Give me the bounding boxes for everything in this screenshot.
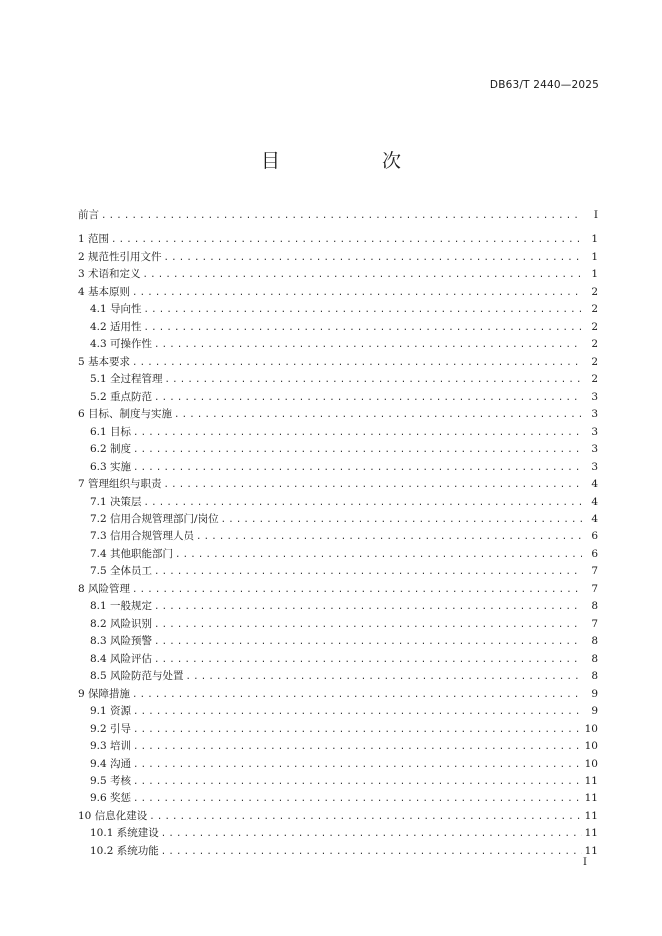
toc-entry-page: 11 xyxy=(584,827,598,840)
toc-entry-page: 2 xyxy=(591,338,598,351)
toc-entry-label: 6.2 制度 xyxy=(90,443,132,456)
toc-entry-page: 8 xyxy=(591,670,598,683)
toc-entry-label: 3 术语和定义 xyxy=(78,268,141,281)
toc-entry-label: 7.1 决策层 xyxy=(90,495,142,508)
toc-leader-dots xyxy=(154,652,582,669)
toc-entry[interactable] xyxy=(78,773,598,790)
toc-entry-label: 7.2 信用合规管理部门/岗位 xyxy=(90,512,219,525)
toc-entry[interactable] xyxy=(78,441,598,458)
toc-entry-page: 10 xyxy=(584,740,598,753)
toc-entry-page: 3 xyxy=(591,425,598,438)
toc-entry[interactable] xyxy=(78,231,598,248)
toc-leader-dots xyxy=(132,355,582,372)
toc-leader-dots xyxy=(133,704,582,721)
toc-leader-dots xyxy=(161,844,582,861)
toc-leader-dots xyxy=(149,809,582,826)
toc-leader-dots xyxy=(154,617,582,634)
toc-entry-label: 10 信息化建设 xyxy=(78,809,148,822)
toc-entry-label: 9.4 沟通 xyxy=(90,757,132,770)
toc-entry-label: 9.3 培训 xyxy=(90,740,132,753)
toc-entry-label: 5.2 重点防范 xyxy=(90,390,153,403)
toc-leader-dots xyxy=(186,669,582,686)
toc-leader-dots xyxy=(174,407,582,424)
toc-entry-page: 10 xyxy=(584,722,598,735)
toc-entry-page: 8 xyxy=(591,635,598,648)
toc-leader-dots xyxy=(154,599,582,616)
toc-entry-page: 1 xyxy=(591,268,598,281)
toc-entry-page: 2 xyxy=(591,373,598,386)
toc-entry-label: 7.4 其他职能部门 xyxy=(90,547,174,560)
toc-entry-label: 7.3 信用合规管理人员 xyxy=(90,530,195,543)
toc-entry[interactable] xyxy=(78,825,598,842)
toc-entry-label: 8.1 一般规定 xyxy=(90,600,153,613)
toc-entry-label: 4 基本原则 xyxy=(78,285,131,298)
toc-leader-dots xyxy=(165,372,582,389)
toc-entry-label: 8.2 风险识别 xyxy=(90,617,153,630)
toc-entry-label: 4.2 适用性 xyxy=(90,320,142,333)
toc-leader-dots xyxy=(154,390,582,407)
toc-entry[interactable] xyxy=(78,266,598,283)
toc-entry-page: 2 xyxy=(591,355,598,368)
toc-entry-page: 6 xyxy=(591,547,598,560)
toc-entry-page: 4 xyxy=(591,495,598,508)
toc-entry-page: 8 xyxy=(591,652,598,665)
toc-entry-label: 前言 xyxy=(78,209,99,221)
toc-entry-label: 8 风险管理 xyxy=(78,582,131,595)
toc-entry-page: I xyxy=(593,209,598,221)
toc-entry[interactable] xyxy=(78,808,598,825)
toc-entry[interactable] xyxy=(78,721,598,738)
toc-leader-dots xyxy=(143,267,582,284)
toc-entry[interactable] xyxy=(78,389,598,406)
toc-entry[interactable] xyxy=(78,581,598,598)
toc-leader-dots xyxy=(101,208,582,225)
toc-entry-page: 10 xyxy=(584,757,598,770)
toc-entry-page: 9 xyxy=(591,705,598,718)
toc-leader-dots xyxy=(154,337,582,354)
toc-entry[interactable] xyxy=(78,756,598,773)
toc-entry[interactable] xyxy=(78,371,598,388)
toc-entry[interactable] xyxy=(78,790,598,807)
toc-entry-label: 10.1 系统建设 xyxy=(90,827,159,840)
toc-leader-dots xyxy=(133,425,582,442)
toc-entry-label: 9.6 奖惩 xyxy=(90,792,132,805)
toc-entry-page: 11 xyxy=(584,775,598,787)
toc-entry[interactable] xyxy=(78,633,598,650)
document-code: DB63/T 2440—2025 xyxy=(489,79,599,91)
toc-entry[interactable] xyxy=(78,476,598,493)
page-number: I xyxy=(583,857,587,868)
toc-entry[interactable] xyxy=(78,703,598,720)
toc-entry[interactable] xyxy=(78,424,598,441)
toc-entry-label: 5.1 全过程管理 xyxy=(90,373,163,386)
toc-entry-page: 6 xyxy=(591,530,598,543)
toc-entry-label: 9.1 资源 xyxy=(90,705,132,718)
toc-entry-label: 7.5 全体员工 xyxy=(90,565,153,578)
toc-entry[interactable] xyxy=(78,528,598,545)
toc-entry[interactable] xyxy=(78,249,598,266)
toc-entry-page: 2 xyxy=(591,320,598,333)
toc-entry-page: 11 xyxy=(584,792,598,805)
toc-entry[interactable] xyxy=(78,843,598,860)
toc-leader-dots xyxy=(144,302,582,319)
toc-entry-label: 4.3 可操作性 xyxy=(90,338,153,351)
toc-leader-dots xyxy=(164,250,582,267)
toc-leader-dots xyxy=(132,687,582,704)
toc-entry[interactable] xyxy=(78,406,598,423)
toc-entry-label: 8.3 风险预警 xyxy=(90,635,153,648)
toc-leader-dots xyxy=(196,529,582,546)
toc-entry-page: 11 xyxy=(584,809,598,822)
toc-leader-dots xyxy=(133,442,582,459)
toc-entry[interactable] xyxy=(78,616,598,633)
toc-leader-dots xyxy=(111,232,582,249)
toc-leader-dots xyxy=(132,582,582,599)
toc-entry-page: 11 xyxy=(584,844,598,857)
toc-leader-dots xyxy=(133,722,582,739)
toc-entry-page: 3 xyxy=(591,390,598,403)
toc-entry[interactable] xyxy=(78,284,598,301)
toc-entry[interactable] xyxy=(78,494,598,511)
toc-entry-label: 1 范围 xyxy=(78,233,110,246)
toc-leader-dots xyxy=(144,495,582,512)
toc-entry-page: 3 xyxy=(591,460,598,473)
toc-entry-label: 9 保障措施 xyxy=(78,687,131,700)
table-of-contents xyxy=(78,207,598,860)
toc-entry-page: 8 xyxy=(591,600,598,613)
toc-leader-dots xyxy=(133,791,582,808)
toc-entry-label: 6.1 目标 xyxy=(90,425,132,438)
toc-entry[interactable] xyxy=(78,546,598,563)
toc-entry-page: 7 xyxy=(591,617,598,630)
toc-entry-label: 9.5 考核 xyxy=(90,775,132,787)
toc-leader-dots xyxy=(164,477,582,494)
toc-leader-dots xyxy=(175,547,582,564)
toc-entry[interactable] xyxy=(78,207,598,224)
toc-entry-page: 2 xyxy=(591,285,598,298)
toc-entry[interactable] xyxy=(78,686,598,703)
toc-entry-label: 2 规范性引用文件 xyxy=(78,250,162,263)
toc-entry-label: 6.3 实施 xyxy=(90,460,132,473)
toc-entry[interactable] xyxy=(78,336,598,353)
toc-entry-page: 3 xyxy=(591,408,598,421)
toc-entry-label: 8.5 风险防范与处置 xyxy=(90,670,184,683)
toc-entry-label: 8.4 风险评估 xyxy=(90,652,153,665)
toc-entry-label: 10.2 系统功能 xyxy=(90,844,159,857)
toc-entry-page: 7 xyxy=(591,582,598,595)
toc-leader-dots xyxy=(154,564,582,581)
toc-entry-page: 9 xyxy=(591,687,598,700)
toc-leader-dots xyxy=(133,739,582,756)
toc-entry[interactable] xyxy=(78,354,598,371)
toc-leader-dots xyxy=(133,774,582,791)
page-title: 目 次 xyxy=(260,150,450,172)
toc-leader-dots xyxy=(132,285,582,302)
toc-leader-dots xyxy=(154,634,582,651)
toc-entry-label: 6 目标、制度与实施 xyxy=(78,408,173,421)
toc-entry-label: 7 管理组织与职责 xyxy=(78,478,162,491)
toc-leader-dots xyxy=(133,757,582,774)
toc-entry-label: 5 基本要求 xyxy=(78,355,131,368)
toc-entry-label: 9.2 引导 xyxy=(90,722,132,735)
toc-entry[interactable] xyxy=(78,738,598,755)
toc-entry-page: 1 xyxy=(591,233,598,246)
toc-entry[interactable] xyxy=(78,598,598,615)
toc-entry[interactable] xyxy=(78,651,598,668)
toc-entry[interactable] xyxy=(78,319,598,336)
toc-leader-dots xyxy=(133,460,582,477)
toc-leader-dots xyxy=(144,320,582,337)
toc-entry-page: 2 xyxy=(591,303,598,316)
toc-entry-page: 3 xyxy=(591,443,598,456)
toc-leader-dots xyxy=(161,826,582,843)
toc-entry[interactable] xyxy=(78,511,598,528)
toc-entry[interactable] xyxy=(78,459,598,476)
toc-entry-page: 7 xyxy=(591,565,598,578)
toc-entry-page: 1 xyxy=(591,250,598,263)
toc-entry-page: 4 xyxy=(591,478,598,491)
toc-entry[interactable] xyxy=(78,668,598,685)
toc-entry-label: 4.1 导向性 xyxy=(90,303,142,316)
toc-leader-dots xyxy=(221,512,582,529)
toc-entry[interactable] xyxy=(78,301,598,318)
toc-entry-page: 4 xyxy=(591,512,598,525)
toc-entry[interactable] xyxy=(78,563,598,580)
